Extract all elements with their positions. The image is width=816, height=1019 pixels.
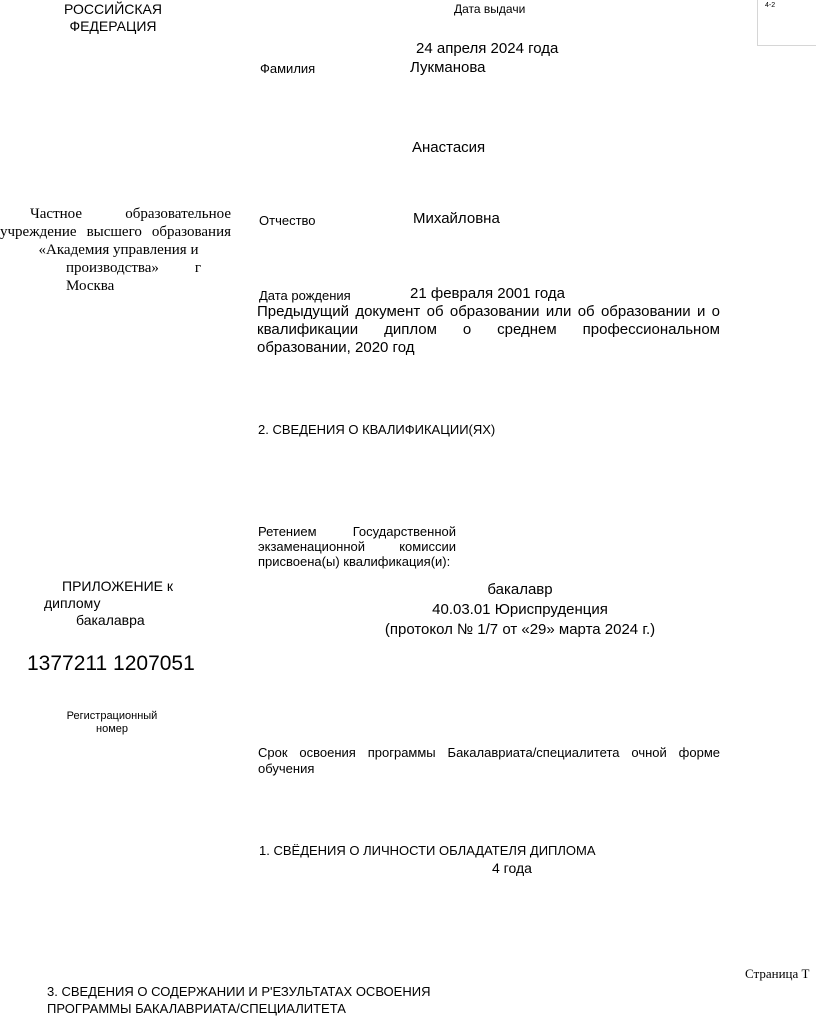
- appendix-line-3: бакалавра: [76, 612, 145, 628]
- qualification: бакалавр: [487, 581, 553, 598]
- birth-date: 21 февраля 2001 года: [410, 285, 566, 302]
- institution-line-2: учреждение высшего образования: [0, 224, 231, 240]
- appendix-line-1: ПРИЛОЖЕНИЕ к: [62, 578, 174, 594]
- corner-vline: [757, 0, 758, 46]
- section3-line-2: ПРОГРАММЫ БАКАЛАВРИАТА/СПЕЦИАЛИТЕТА: [47, 1001, 346, 1016]
- institution-line-5: Москва: [66, 278, 115, 294]
- diploma-number: 1377211 1207051: [27, 652, 195, 675]
- term-text: Срок освоения программы Бакалавриата/специалитета очной форме обучения: [258, 745, 720, 776]
- issue-date: 24 апреля 2024 года: [416, 40, 559, 57]
- section1-heading: 1. СВЁДЕНИЯ О ЛИЧНОСТИ ОБЛАДАТЕЛЯ ДИПЛОМА: [259, 843, 596, 858]
- patronymic: Михайловна: [413, 210, 500, 227]
- section3-heading: [47, 983, 430, 1017]
- institution-line-3: «Академия управления и: [38, 242, 199, 258]
- previous-document: Предыдущий документ об образовании или об образовании и о квалификации диплом о среднем профессиональном образовании, 2020 год: [257, 303, 720, 356]
- birth-date-label: Дата рождения: [259, 288, 351, 303]
- institution-name: [0, 205, 231, 295]
- surname-label: Фамилия: [260, 61, 316, 76]
- specialty: 40.03.01 Юриспруденция: [432, 601, 608, 618]
- protocol: (протокол № 1/7 от «29» марта 2024 г.): [384, 621, 656, 638]
- page-label: Страница Т: [745, 966, 810, 981]
- country-line-1: РОССИЙСКАЯ: [64, 1, 162, 17]
- country-line-2: ФЕДЕРАЦИЯ: [69, 18, 157, 34]
- institution-line-4: производства» г: [66, 260, 201, 276]
- appendix-line-2: диплому: [44, 595, 101, 611]
- corner-mark: 4-2: [765, 2, 776, 9]
- decision-line-1: Ретением Государственной: [258, 524, 456, 539]
- section3-line-1: 3. СВЕДЕНИЯ О СОДЕРЖАНИИ И Р'ЕЗУЛЬТАТАХ ОСВОЕНИЯ: [47, 984, 431, 999]
- decision-text: [258, 524, 456, 569]
- decision-line-3: присвоена(ы) квалификация(и):: [258, 554, 451, 569]
- first-name: Анастасия: [412, 139, 486, 156]
- section2-heading: 2. СВЕДЕНИЯ О КВАЛИФИКАЦИИ(ЯХ): [258, 422, 496, 437]
- decision-line-2: экзаменационной комиссии: [258, 539, 456, 554]
- institution-line-1: Частное образовательное: [30, 206, 231, 222]
- term-value: 4 года: [492, 860, 532, 876]
- surname: Лукманова: [410, 59, 486, 76]
- patronymic-label: Отчество: [259, 213, 316, 228]
- qualification-block: [330, 580, 710, 640]
- registration-line-1: Регистрационный: [66, 710, 158, 722]
- registration-label: [57, 710, 167, 736]
- country-name: [58, 1, 168, 35]
- appendix-heading: [40, 578, 200, 629]
- registration-line-2: номер: [96, 723, 128, 735]
- corner-hline: [757, 45, 816, 46]
- issue-date-label: Дата выдачи: [454, 2, 526, 16]
